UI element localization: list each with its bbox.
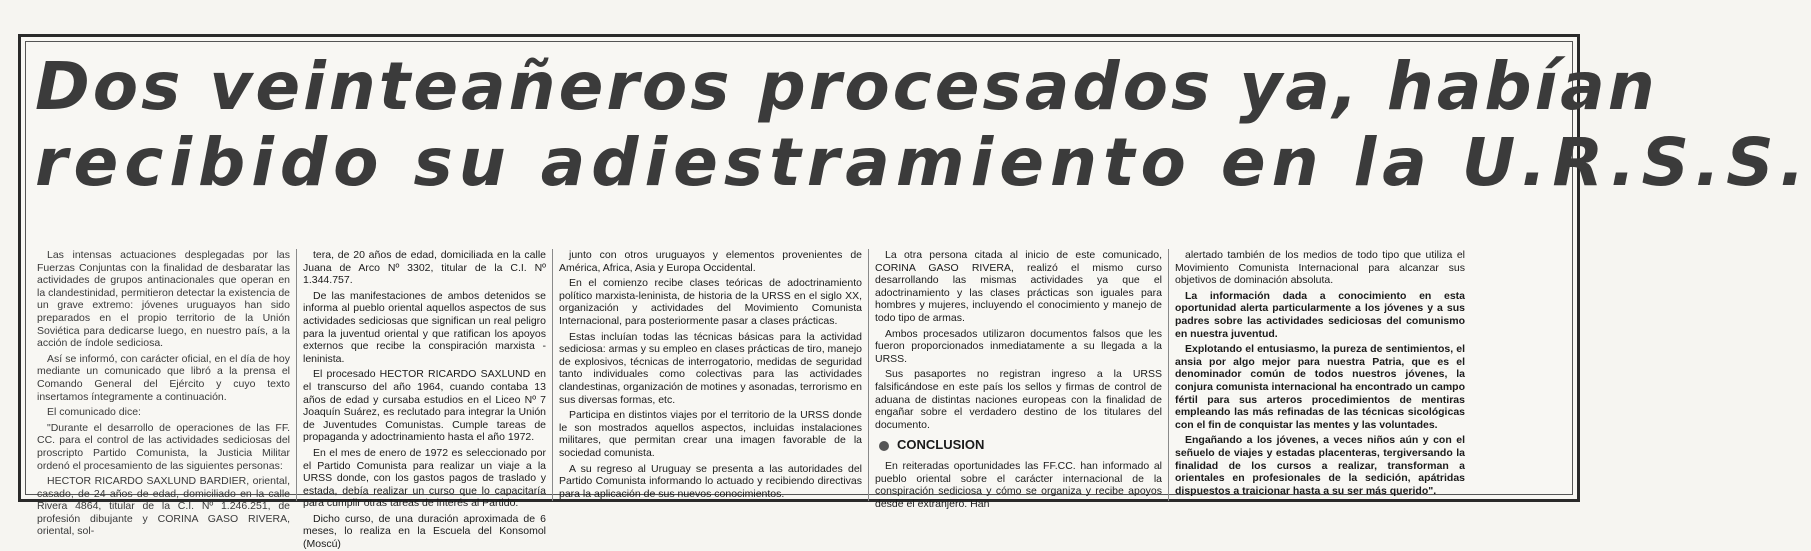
article-paragraph: En reiteradas oportunidades las FF.CC. han informado al pueblo oriental sobre el carácter internacional de la conspiración sediciosa y cómo se organiza y recibe apoyos desde el extranjero. Han <box>875 459 1162 510</box>
article-paragraph: Las intensas actuaciones desplegadas por las Fuerzas Conjuntas con la finalidad de desbaratar las actividades de grupos antinacionales que operan en la clandestinidad, permitieron detectar la existencia de un grave extremo: jóvenes uruguayos han sido preparados en el propio territorio de la Unión Soviética para dedicarse luego, en nuestro país, a la acción de índole sediciosa. <box>37 249 290 350</box>
article-paragraph: A su regreso al Uruguay se presenta a las autoridades del Partido Comunista informando lo actuado y recibiendo directivas para la aplicación de sus nuevos conocimientos. <box>559 462 862 500</box>
headline-line-2: recibido su adiestramiento en la U.R.S.S. <box>35 124 1811 201</box>
article-paragraph: HECTOR RICARDO SAXLUND BARDIER, oriental, casado, de 24 años de edad, domiciliado en la calle Rivera 4864, titular de la C.I. Nº 1.246.251, de profesión dibujante y CORINA GASO RIVERA, oriental, sol- <box>37 475 290 538</box>
article-paragraph: Sus pasaportes no registran ingreso a la URSS falsificándose en este país los sellos y firmas de control de aduana de distintas naciones europeas con la finalidad de engañar sobre el verdadero destino de los titulares del documento. <box>875 368 1162 431</box>
article-column-5 <box>1169 249 1471 501</box>
newspaper-clipping <box>18 34 1811 551</box>
article-paragraph: De las manifestaciones de ambos detenidos se informa al pueblo oriental aquellos aspectos de sus actividades sediciosas que significan un real peligro para la juventud oriental y que ratifican los apoyos externos que recibe la conspiración marxista - leninista. <box>303 289 546 365</box>
bullet-dot-icon <box>879 441 889 451</box>
article-paragraph: El comunicado dice: <box>47 406 141 419</box>
article-paragraph: junto con otros uruguayos y elementos provenientes de América, Africa, Asia y Europa Occidental. <box>559 249 862 274</box>
article-paragraph: Participa en distintos viajes por el territorio de la URSS donde le son mostrados aquellos aspectos, incluidas instalaciones militares, que permitan crear una imagen favorable de la sociedad comunista. <box>559 409 862 459</box>
article-column-3 <box>553 249 869 501</box>
section-subhead <box>875 439 1162 452</box>
headline <box>35 48 1811 201</box>
article-column-1 <box>31 249 297 538</box>
article-paragraph: Engañando a los jóvenes, a veces niños aún y con el señuelo de viajes y estadas placenteras, tergiversando la finalidad de los cursos a realizar, transforman a orientales en profesionales de la sedición, apátridas dispuestos a traicionar hasta a su ser más querido". <box>1175 434 1465 497</box>
subhead-label: CONCLUSION <box>897 437 985 453</box>
article-paragraph: La información dada a conocimiento en esta oportunidad alerta particularmente a los jóvenes y a sus padres sobre las actividades sediciosas del comunismo en nuestra juventud. <box>1175 289 1465 340</box>
article-paragraph: Estas incluían todas las técnicas básicas para la actividad sediciosa: armas y su empleo en clases prácticas de tiro, manejo de explosivos, técnicas de interrogatorio, medidas de seguridad tanto individuales como colectivas para las actividades clandestinas, organización de motines y asonadas, terrorismo en sus diversas formas, etc. <box>559 330 862 406</box>
article-column-4 <box>869 249 1169 510</box>
article-paragraph: tera, de 20 años de edad, domiciliada en la calle Juana de Arco Nº 3302, titular de la C.I. Nº 1.344.757. <box>303 249 546 287</box>
article-body <box>31 249 1571 551</box>
article-paragraph: En el mes de enero de 1972 es seleccionado por el Partido Comunista para realizar un viaje a la URSS donde, con los gastos pagos de traslado y estada, debía realizar un curso que lo capacitaría para cumplir otras tareas de interés al Partido. <box>303 446 546 510</box>
article-paragraph: Explotando el entusiasmo, la pureza de sentimientos, el ansia por algo mejor para nuestra Patria, que es el denominador común de todos nuestros jóvenes, la conjura comunista internacional ha encontrado un campo fértil para sus arteros procedimientos de mentiras empleando las más refinadas de las técnicas sicológicas con el fin de conquistar las mentes y las voluntades. <box>1175 343 1465 431</box>
article-paragraph: La otra persona citada al inicio de este comunicado, CORINA GASO RIVERA, realizó el mismo curso desarrollando las mismas actividades ya que el adoctrinamiento y las clases prácticas son iguales para hombres y mujeres, incluyendo el conocimiento y manejo de todo tipo de armas. <box>875 249 1162 324</box>
article-paragraph: "Durante el desarrollo de operaciones de las FF. CC. para el control de las actividades sediciosas del proscripto Partido Comunista, la Justicia Militar ordenó el procesamiento de las siguientes personas: <box>37 421 290 472</box>
article-paragraph: Así se informó, con carácter oficial, en el día de hoy mediante un comunicado que libró a la prensa el Comando General del Ejército y cuyo texto insertamos íntegramente a continuación. <box>37 352 290 403</box>
article-paragraph: En el comienzo recibe clases teóricas de adoctrinamiento político marxista-leninista, de historia de la URSS en el siglo XX, organización y actividades del Movimiento Comunista Internacional, para posteriormente pasar a clases prácticas. <box>559 277 862 327</box>
article-paragraph: Ambos procesados utilizaron documentos falsos que les fueron proporcionados inmediatamente a su llegada a la URSS. <box>875 327 1162 365</box>
article-paragraph: alertado también de los medios de todo tipo que utiliza el Movimiento Comunista Internacional para alcanzar sus objetivos de dominación absoluta. <box>1175 249 1465 287</box>
article-paragraph: El procesado HECTOR RICARDO SAXLUND en el transcurso del año 1964, cuando contaba 13 años de edad y cursaba estudios en el Liceo Nº 7 Joaquín Suárez, es reclutado para integrar la Unión de Juventudes Comunistas. Cumple tareas de propaganda y adoctrinamiento hasta el año 1972. <box>303 368 546 444</box>
article-column-2 <box>297 249 553 551</box>
headline-line-1: Dos veinteañeros procesados ya, habían <box>35 48 1658 125</box>
article-paragraph: Dicho curso, de una duración aproximada de 6 meses, lo realiza en la Escuela del Konsomol (Moscú) <box>303 512 546 551</box>
